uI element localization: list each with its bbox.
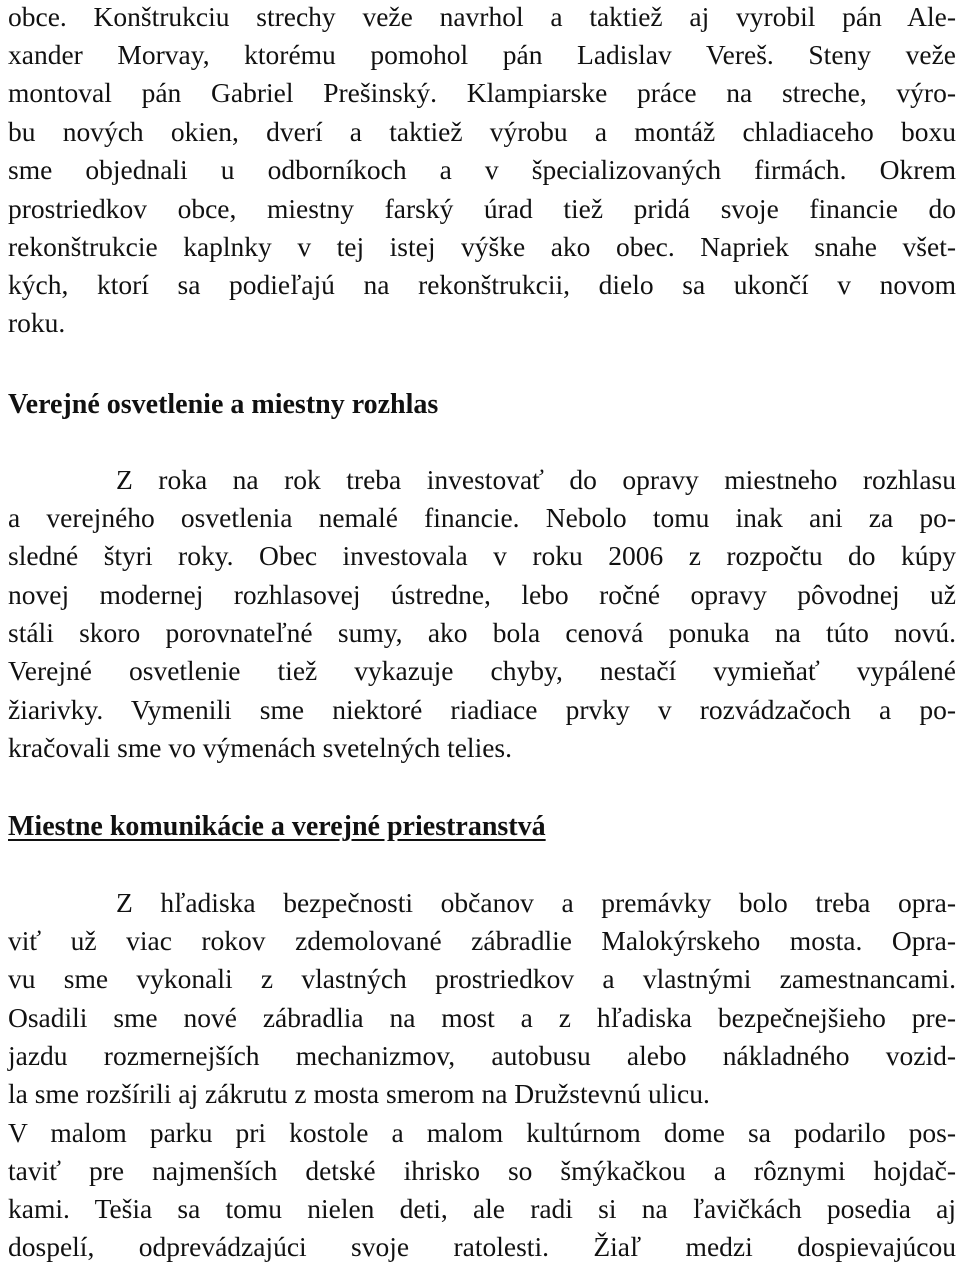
- text-line: vu sme vykonali z vlastných prostriedkov a vlastnými zamestnancami.: [8, 963, 956, 994]
- text-line: bu nových okien, dverí a taktiež výrobu a montáž chladiaceho boxu: [8, 116, 956, 147]
- text-line: taviť pre najmenších detské ihrisko so šmýkačkou a rôznymi hojdač-: [8, 1155, 956, 1186]
- text-line: Z roka na rok treba investovať do opravy miestneho rozhlasu: [116, 464, 956, 495]
- text-line: rekonštrukcie kaplnky v tej istej výške ako obec. Napriek snahe všet-: [8, 231, 956, 262]
- text-line: novej modernej rozhlasovej ústredne, lebo ročné opravy pôvodnej už: [8, 579, 956, 610]
- text-line: viť už viac rokov zdemolované zábradlie Malokýrskeho mosta. Opra-: [8, 925, 956, 956]
- text-line: obce. Konštrukciu strechy veže navrhol a taktiež aj vyrobil pán Ale-: [8, 1, 956, 32]
- text-line: roku.: [8, 307, 66, 338]
- text-line: Z hľadiska bezpečnosti občanov a premávky bolo treba opra-: [116, 887, 956, 918]
- text-line: prostriedkov obce, miestny farský úrad tiež pridá svoje financie do: [8, 193, 956, 224]
- section-heading-roads-public-spaces: Miestne komunikácie a verejné priestranstvá: [8, 811, 546, 842]
- text-line: xander Morvay, ktorému pomohol pán Ladislav Vereš. Steny veže: [8, 39, 956, 70]
- text-line: kých, ktorí sa podieľajú na rekonštrukcii, dielo sa ukončí v novom: [8, 269, 956, 300]
- text-line: kračovali sme vo výmenách svetelných telies.: [8, 732, 512, 763]
- text-line: dospelí, odprevádzajúci svoje ratolesti. Žiaľ medzi dospievajúcou: [8, 1231, 956, 1262]
- text-line: montoval pán Gabriel Prešinský. Klampiarske práce na streche, výro-: [8, 77, 956, 108]
- text-line: a verejného osvetlenia nemalé financie. Nebolo tomu inak ani za po-: [8, 502, 956, 533]
- text-line: sme objednali u odborníkoch a v špecializovaných firmách. Okrem: [8, 154, 956, 185]
- text-line: V malom parku pri kostole a malom kultúrnom dome sa podarilo pos-: [8, 1117, 956, 1148]
- text-line: kami. Tešia sa tomu nielen deti, ale radi si na ľavičkách posedia aj: [8, 1193, 956, 1224]
- section-heading-lighting-radio: Verejné osvetlenie a miestny rozhlas: [8, 389, 439, 420]
- text-line: žiarivky. Vymenili sme niektoré riadiace prvky v rozvádzačoch a po-: [8, 694, 956, 725]
- text-line: jazdu rozmernejších mechanizmov, autobusu alebo nákladného vozid-: [8, 1040, 956, 1071]
- text-line: la sme rozšírili aj zákrutu z mosta smerom na Družstevnú ulicu.: [8, 1078, 710, 1109]
- text-line: Osadili sme nové zábradlia na most a z hľadiska bezpečnejšieho pre-: [8, 1002, 956, 1033]
- text-line: Verejné osvetlenie tiež vykazuje chyby, nestačí vymieňať vypálené: [8, 655, 956, 686]
- text-line: stáli skoro porovnateľné sumy, ako bola cenová ponuka na túto novú.: [8, 617, 956, 648]
- text-line: sledné štyri roky. Obec investovala v roku 2006 z rozpočtu do kúpy: [8, 540, 956, 571]
